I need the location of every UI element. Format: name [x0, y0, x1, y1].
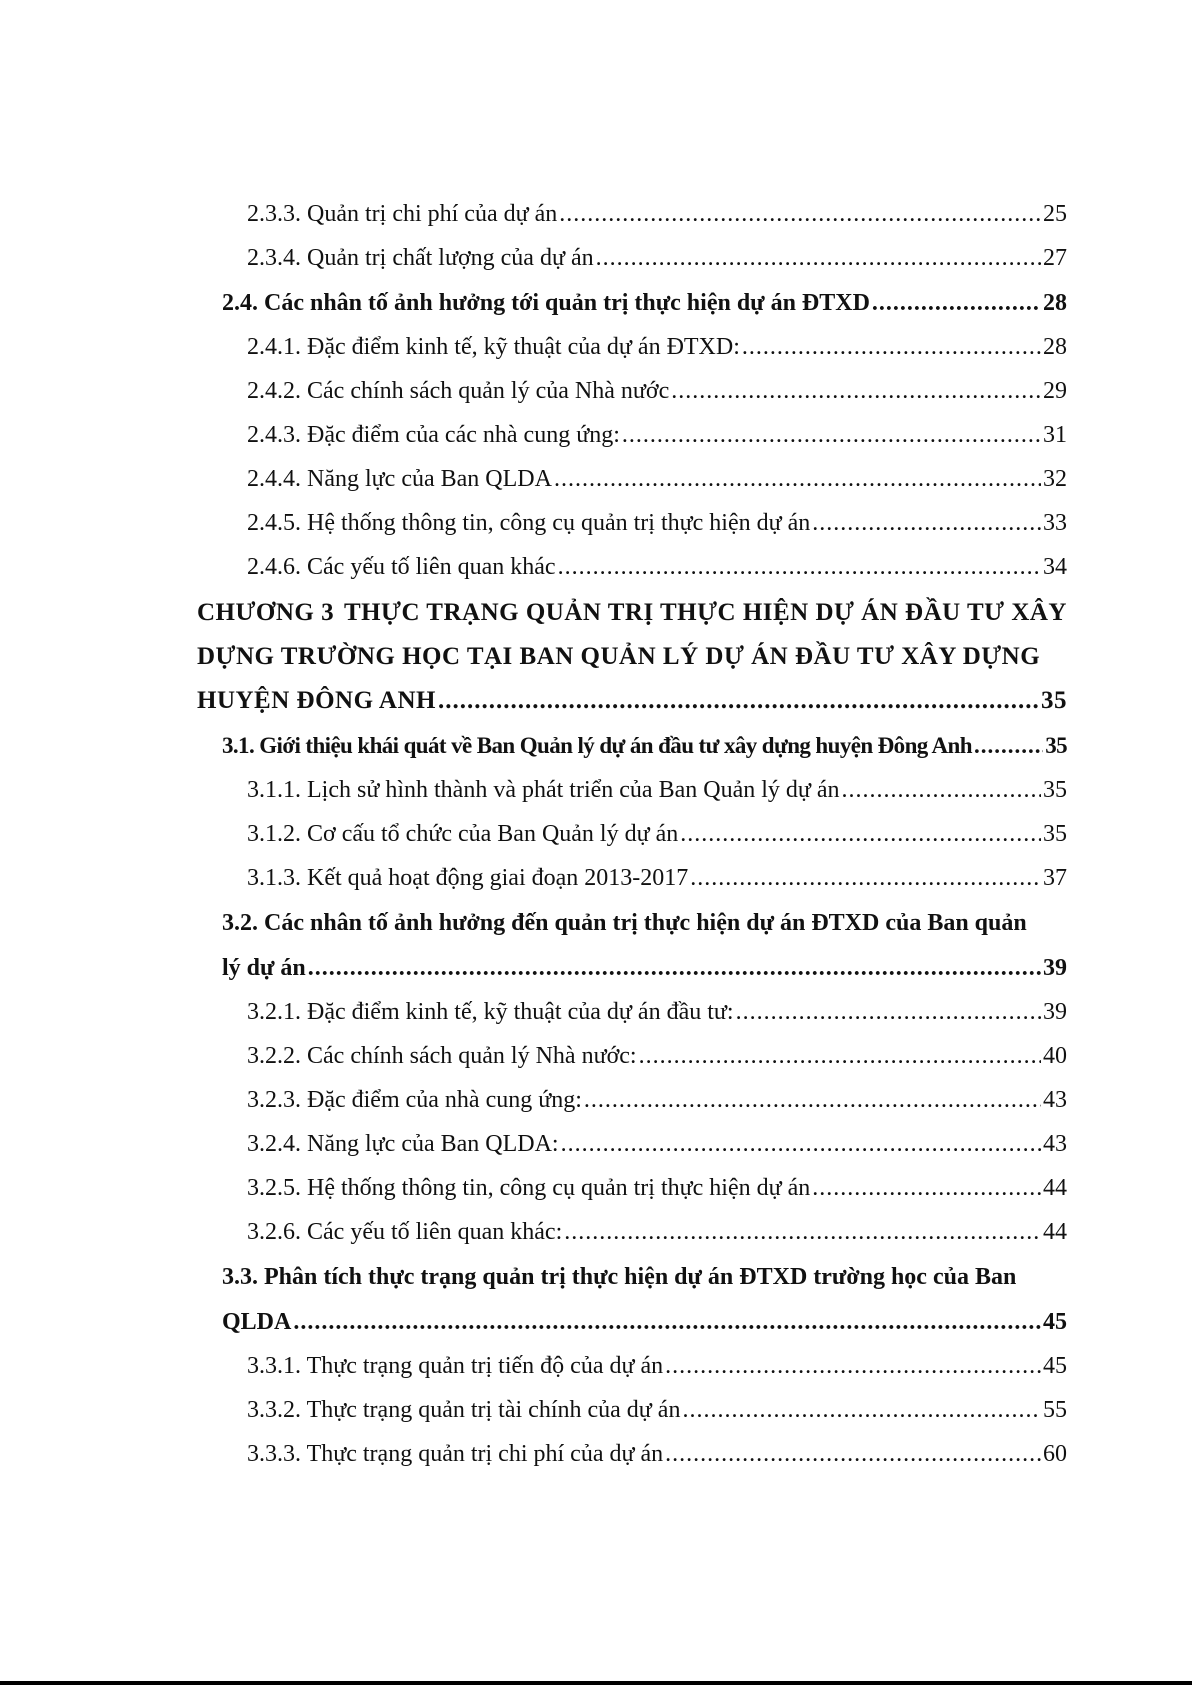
toc-entry[interactable] — [247, 856, 1067, 900]
toc-section-3-2-line1[interactable] — [222, 901, 1067, 945]
chapter-title-part: DỰNG TRƯỜNG HỌC TẠI BAN QUẢN LÝ DỰ ÁN ĐẦU TƯ XÂY DỰNG — [197, 643, 1041, 670]
toc-section-label: 2.4. Các nhân tố ảnh hưởng tới quản trị thực hiện dự án ĐTXD — [222, 290, 870, 316]
toc-entry-page: 28 — [1043, 334, 1067, 360]
toc-section-page: 39 — [1043, 955, 1067, 981]
dot-leader — [742, 325, 1041, 369]
toc-entry-label: 2.3.3. Quản trị chi phí của dự án — [247, 201, 558, 227]
dot-leader — [872, 281, 1041, 325]
toc-entry-page: 40 — [1043, 1043, 1067, 1069]
dot-leader — [596, 236, 1041, 280]
toc-entry[interactable] — [247, 457, 1067, 501]
toc-chapter-3[interactable] — [197, 591, 1067, 723]
toc-entry[interactable] — [247, 1344, 1067, 1388]
dot-leader — [438, 679, 1039, 723]
toc-entry-label: 2.4.4. Năng lực của Ban QLDA — [247, 466, 552, 492]
chapter-title-part: HUYỆN ĐÔNG ANH — [197, 687, 436, 714]
toc-entry-page: 37 — [1043, 865, 1067, 891]
toc-section-2-4[interactable] — [222, 281, 1067, 325]
toc-section-label: 3.2. Các nhân tố ảnh hưởng đến quản trị thực hiện dự án ĐTXD của Ban quản — [222, 910, 1027, 936]
toc-entry-label: 3.2.3. Đặc điểm của nhà cung ứng: — [247, 1087, 582, 1113]
toc-section-label: 3.3. Phân tích thực trạng quản trị thực hiện dự án ĐTXD trường học của Ban — [222, 1264, 1017, 1290]
chapter-number: CHƯƠNG 3 — [197, 599, 335, 626]
dot-leader — [561, 1122, 1041, 1166]
toc-entry-page: 34 — [1043, 554, 1067, 580]
toc-entry-label: 3.2.4. Năng lực của Ban QLDA: — [247, 1131, 559, 1157]
toc-entry-label: 2.3.4. Quản trị chất lượng của dự án — [247, 245, 594, 271]
toc-entry-label: 3.1.3. Kết quả hoạt động giai đoạn 2013-2017 — [247, 865, 689, 891]
toc-entry-label: 2.4.1. Đặc điểm kinh tế, kỹ thuật của dự án ĐTXD: — [247, 334, 740, 360]
toc-entry-page: 39 — [1043, 999, 1067, 1025]
dot-leader — [736, 990, 1041, 1034]
toc-section-label: 3.1. Giới thiệu khái quát về Ban Quản lý dự án đầu tư xây dựng huyện Đông Anh — [222, 733, 972, 758]
toc-entry-page: 43 — [1043, 1131, 1067, 1157]
toc-entry-label: 2.4.5. Hệ thống thông tin, công cụ quản trị thực hiện dự án — [247, 510, 811, 536]
toc-section-3-1[interactable] — [222, 724, 1067, 768]
dot-leader — [554, 457, 1041, 501]
toc-entry[interactable] — [247, 1034, 1067, 1078]
toc-entry-page: 27 — [1043, 245, 1067, 271]
dot-leader — [665, 1344, 1041, 1388]
toc-entry-label: 3.3.2. Thực trạng quản trị tài chính của dự án — [247, 1397, 681, 1423]
toc-entry-page: 35 — [1043, 777, 1067, 803]
dot-leader — [671, 369, 1041, 413]
dot-leader — [974, 724, 1043, 768]
dot-leader — [558, 545, 1041, 589]
dot-leader — [680, 812, 1041, 856]
toc-entry[interactable] — [247, 768, 1067, 812]
toc-entry-page: 31 — [1043, 422, 1067, 448]
toc-section-page: 35 — [1045, 733, 1067, 758]
dot-leader — [584, 1078, 1041, 1122]
toc-entry[interactable] — [247, 545, 1067, 589]
toc-entry-label: 2.4.3. Đặc điểm của các nhà cung ứng: — [247, 422, 620, 448]
chapter-title-part: THỰC TRẠNG QUẢN TRỊ THỰC HIỆN DỰ ÁN ĐẦU TƯ XÂY — [343, 599, 1067, 626]
toc-section-3-3-line1[interactable] — [222, 1255, 1067, 1299]
toc-entry-page: 35 — [1043, 821, 1067, 847]
dot-leader — [559, 192, 1041, 236]
toc-entry[interactable] — [247, 236, 1067, 280]
chapter-title-line — [197, 591, 1067, 635]
toc-section-label: QLDA — [222, 1309, 292, 1335]
toc-entry-label: 3.2.1. Đặc điểm kinh tế, kỹ thuật của dự án đầu tư: — [247, 999, 734, 1025]
toc-entry-label: 3.2.5. Hệ thống thông tin, công cụ quản trị thực hiện dự án — [247, 1175, 811, 1201]
dot-leader — [842, 768, 1041, 812]
toc-section-3-2-line2[interactable] — [222, 946, 1067, 990]
toc-entry-label: 3.3.3. Thực trạng quản trị chi phí của dự án — [247, 1441, 664, 1467]
toc-entry[interactable] — [247, 413, 1067, 457]
dot-leader — [812, 501, 1041, 545]
toc-entry[interactable] — [247, 812, 1067, 856]
chapter-page: 35 — [1041, 687, 1067, 714]
toc-entry-label: 2.4.6. Các yếu tố liên quan khác — [247, 554, 556, 580]
toc-entry[interactable] — [247, 1078, 1067, 1122]
toc-entry-label: 3.2.2. Các chính sách quản lý Nhà nước: — [247, 1043, 637, 1069]
page-bottom-rule — [0, 1681, 1192, 1685]
toc-entry-page: 32 — [1043, 466, 1067, 492]
toc-entry-page: 55 — [1043, 1397, 1067, 1423]
toc-entry-label: 3.2.6. Các yếu tố liên quan khác: — [247, 1219, 563, 1245]
dot-leader — [665, 1432, 1041, 1476]
toc-entry-label: 3.1.1. Lịch sử hình thành và phát triển của Ban Quản lý dự án — [247, 777, 840, 803]
toc-entry[interactable] — [247, 1432, 1067, 1476]
dot-leader — [293, 1300, 1041, 1344]
toc-entry[interactable] — [247, 990, 1067, 1034]
toc-entry[interactable] — [247, 1122, 1067, 1166]
toc-entry-page: 44 — [1043, 1175, 1067, 1201]
dot-leader — [812, 1166, 1041, 1210]
toc-section-page: 45 — [1043, 1309, 1067, 1335]
toc-section-page: 28 — [1043, 290, 1067, 316]
toc-entry-page: 43 — [1043, 1087, 1067, 1113]
dot-leader — [622, 413, 1041, 457]
toc-entry[interactable] — [247, 369, 1067, 413]
toc-entry-label: 3.3.1. Thực trạng quản trị tiến độ của dự án — [247, 1353, 664, 1379]
toc-entry[interactable] — [247, 1210, 1067, 1254]
dot-leader — [682, 1388, 1041, 1432]
toc-entry-page: 25 — [1043, 201, 1067, 227]
toc-entry-page: 44 — [1043, 1219, 1067, 1245]
chapter-title-last-line — [197, 679, 1067, 723]
toc-entry[interactable] — [247, 1166, 1067, 1210]
toc-section-label: lý dự án — [222, 955, 306, 981]
toc-entry-label: 2.4.2. Các chính sách quản lý của Nhà nước — [247, 378, 670, 404]
toc-entry[interactable] — [247, 192, 1067, 236]
toc-entry-page: 33 — [1043, 510, 1067, 536]
toc-entry[interactable] — [247, 1388, 1067, 1432]
toc-entry[interactable] — [247, 325, 1067, 369]
toc-entry-page: 60 — [1043, 1441, 1067, 1467]
toc-entry-page: 29 — [1043, 378, 1067, 404]
toc-section-3-3-line2[interactable] — [222, 1300, 1067, 1344]
dot-leader — [639, 1034, 1041, 1078]
chapter-title-line — [197, 635, 1067, 679]
toc-entry-label: 3.1.2. Cơ cấu tổ chức của Ban Quản lý dự án — [247, 821, 679, 847]
dot-leader — [308, 946, 1041, 990]
dot-leader — [564, 1210, 1041, 1254]
toc-entry-page: 45 — [1043, 1353, 1067, 1379]
toc-entry[interactable] — [247, 501, 1067, 545]
dot-leader — [690, 856, 1041, 900]
